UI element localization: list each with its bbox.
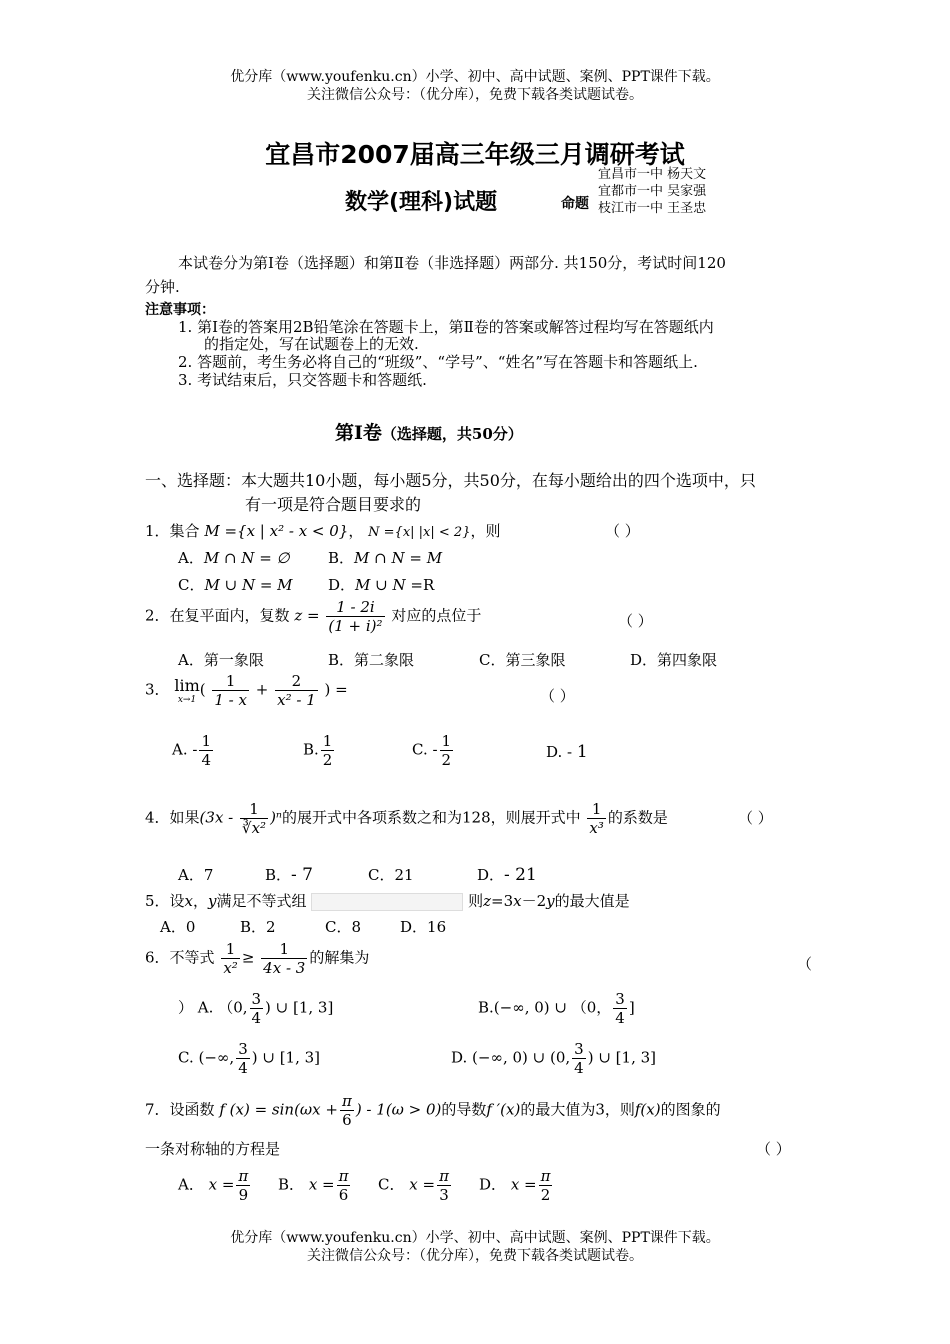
q5-tail-a: 则 [468, 892, 484, 910]
notice-1-cont: 的指定处，写在试题卷上的无效. [204, 335, 419, 353]
footer-line-2: 关注微信公众号：（优分库），免费下载各类试题试卷。 [307, 1248, 643, 1264]
q6-b-right: ] [628, 998, 635, 1017]
q2-num: 1 - 2i [326, 598, 384, 617]
notice-title: 注意事项： [145, 302, 215, 318]
q6-option-d [451, 1040, 656, 1077]
q4-label: 4．如果 [145, 808, 200, 827]
q3-plus: + [255, 680, 269, 699]
q2-label: 2．在复平面内，复数 [145, 606, 290, 625]
q6-a-right: ) ∪ [1, 3] [265, 998, 334, 1017]
q4-fraction-2 [587, 800, 605, 837]
q3-limit [174, 676, 199, 705]
q4-option-a: A．7 [178, 866, 214, 884]
q3-b-num: 1 [322, 732, 333, 750]
q1-a-label: A． [178, 549, 204, 567]
q6-a-frac [250, 990, 264, 1027]
header-line-1: 优分库（www.youfenku.cn）小学、初中、高中试题、案例、PPT课件下载。 [230, 69, 720, 85]
notice-3: 3. 考试结束后，只交答题卡和答题纸. [178, 371, 427, 389]
q3-answer-paren: （ ） [540, 687, 575, 705]
q6-a-num: 3 [251, 990, 262, 1008]
q6-n2: 1 [261, 940, 307, 959]
q7-option-b [278, 1167, 352, 1204]
q3-n1: 1 [212, 672, 249, 691]
q1-d-tail: R [422, 576, 435, 594]
q7-c-den: 3 [439, 1186, 449, 1204]
q7-tail-a: 的最大值为3，则 [520, 1100, 635, 1119]
q7-a-label: A． [178, 1175, 204, 1194]
q7-b-num: π [338, 1167, 349, 1185]
q7-b-frac [337, 1167, 351, 1204]
q7-option-d [479, 1167, 554, 1204]
q6-b-frac [613, 990, 627, 1027]
q3-c-den: 2 [441, 751, 452, 769]
q4-b-val: - 7 [291, 865, 313, 885]
q6-b-label: B. [478, 998, 494, 1017]
footer-line-1: 优分库（www.youfenku.cn）小学、初中、高中试题、案例、PPT课件下载。 [230, 1230, 720, 1246]
q6-d1: x² [223, 959, 238, 977]
question-4 [145, 800, 668, 837]
author-3: 枝江市一中 王圣忠 [598, 201, 707, 216]
q3-a-label: A. - [172, 740, 198, 759]
q3-d1: 1 - x [214, 691, 247, 709]
q3-option-a [172, 732, 215, 769]
q5-tail-d: 的最大值是 [554, 892, 630, 910]
q7-d-label: D． [479, 1175, 507, 1194]
q7-tail-b: 的图象的 [660, 1100, 721, 1119]
q7-d-x: x = [510, 1175, 537, 1194]
page-subtitle: 数学(理科)试题 [345, 190, 498, 215]
q4-den: ∛x² [242, 819, 267, 837]
part-heading-2: 有一项是符合题目要求的 [245, 495, 422, 514]
q2-tail: 对应的点位于 [391, 606, 482, 625]
section-title [335, 418, 523, 445]
q5-option-a: A．0 [160, 918, 196, 936]
q7-d-num: π [540, 1167, 551, 1185]
q4-expr-left: (3x - [199, 808, 234, 827]
q1-b-label: B． [328, 549, 355, 567]
q3-c-frac [440, 732, 454, 769]
question-2 [145, 598, 481, 635]
q5-option-d: D．16 [400, 918, 447, 936]
q6-a-left: （0, [218, 998, 248, 1017]
page-title: 宜昌市2007届高三年级三月调研考试 [265, 140, 685, 169]
section-title-text: 第Ⅰ卷 [335, 422, 382, 444]
q2-option-d: D．第四象限 [630, 651, 718, 669]
q3-c-label: C. - [412, 740, 438, 759]
q3-a-den: 4 [201, 751, 211, 769]
q6-d-left: (−∞, 0) ∪ (0, [472, 1048, 571, 1067]
q3-option-d [546, 742, 588, 762]
q6-c-right: ) ∪ [1, 3] [251, 1048, 321, 1067]
q3-b-den: 2 [322, 751, 333, 769]
q1-option-b [328, 547, 442, 568]
q1-set-n: N ={x| |x| < 2} [368, 525, 471, 540]
q6-b-den: 4 [615, 1009, 625, 1027]
q7-option-a [178, 1167, 252, 1204]
q5-tail-b: =3 [491, 892, 514, 910]
q1-set-m: M ={x | x² - x < 0} [204, 522, 349, 540]
q5-x2: x [513, 892, 522, 910]
q7-c-x: x = [409, 1175, 436, 1194]
q7-c-label: C． [378, 1175, 405, 1194]
q1-sep: ， [348, 522, 364, 540]
q5-y: y [208, 892, 217, 910]
q7-pd: 6 [342, 1111, 352, 1129]
q6-d-right: ) ∪ [1, 3] [587, 1048, 657, 1067]
notice-1: 1. 第Ⅰ卷的答案用2B铅笔涂在答题卡上，第Ⅱ卷的答案或解答过程均写在答题纸内 [178, 318, 714, 336]
q6-c-frac [236, 1040, 250, 1077]
q6-c-label: C. [178, 1048, 194, 1067]
part-heading-1: 一、选择题：本大题共10小题，每小题5分，共50分，在每小题给出的四个选项中，只 [145, 471, 756, 490]
q7-d-frac [539, 1167, 553, 1204]
q4-num: 1 [240, 800, 268, 819]
header-line-2: 关注微信公众号：（优分库），免费下载各类试题试卷。 [307, 87, 643, 103]
q2-z: z = [294, 606, 320, 625]
question-5 [145, 890, 630, 911]
q7-a-x: x = [208, 1175, 235, 1194]
q6-option-b [478, 990, 635, 1027]
q7-b-label: B． [278, 1175, 305, 1194]
q7-fprime: f ′(x) [486, 1100, 521, 1119]
q2-answer-paren: （ ） [618, 612, 653, 630]
q6-a-den: 4 [251, 1009, 262, 1027]
q6-fraction-1 [221, 940, 239, 977]
q1-a-expr: M ∩ N = ∅ [203, 549, 290, 567]
author-2: 宜都市一中 吴家强 [598, 184, 707, 199]
q5-text: 满足不等式组 [216, 892, 307, 910]
question-3 [145, 672, 348, 709]
q6-d-frac [572, 1040, 586, 1077]
q4-expr-right: )ⁿ [270, 808, 282, 827]
q7-d-den: 2 [540, 1186, 551, 1204]
q4-option-b [265, 864, 313, 885]
notice-2: 2. 答题前，考生务必将自己的“班级”、“学号”、“姓名”写在答题卡和答题纸上. [178, 353, 698, 371]
q5-label: 5．设 [145, 892, 185, 910]
q3-option-b [303, 732, 336, 769]
q3-label: 3． [145, 680, 170, 699]
q7-mid: 的导数 [441, 1100, 487, 1119]
q5-y2: y [546, 892, 555, 910]
q3-fraction-1 [212, 672, 249, 709]
q5-option-c: C．8 [325, 918, 362, 936]
q2-den: (1 + i)² [328, 617, 383, 635]
authors-label: 命题 [561, 196, 589, 212]
author-1: 宜昌市一中 杨天文 [598, 167, 707, 182]
q6-paren-close: ） [178, 998, 194, 1017]
q6-c-left: (−∞, [198, 1048, 235, 1067]
intro-text-cont: 分钟. [145, 278, 180, 296]
q4-b-label: B． [265, 866, 292, 884]
q3-close: ) = [324, 680, 348, 699]
q4-answer-paren: （ ） [738, 809, 773, 827]
section-note: （选择题，共50分） [381, 425, 523, 443]
intro-text: 本试卷分为第Ⅰ卷（选择题）和第Ⅱ卷（非选择题）两部分. 共150分，考试时间120 [178, 254, 726, 272]
q1-tail: ，则 [470, 522, 501, 540]
q4-tail: 的系数是 [607, 808, 668, 827]
q7-frac [340, 1092, 354, 1129]
q6-c-num: 3 [238, 1040, 248, 1058]
q6-d-label: D. [451, 1048, 468, 1067]
q7-answer-paren: （ ） [756, 1140, 791, 1158]
q5-comma: ， [193, 892, 209, 910]
q3-d2: x² - 1 [277, 691, 316, 709]
q3-fraction-2 [275, 672, 318, 709]
q1-b-expr: M ∩ N = M [354, 549, 443, 567]
q6-label: 6．不等式 [145, 948, 215, 967]
q1-label: 1．集合 [145, 522, 200, 540]
q5-z: z [483, 892, 492, 910]
q7-a-den: 9 [238, 1186, 249, 1204]
q2-option-a: A．第一象限 [178, 651, 264, 669]
q7-fx: f(x) [634, 1100, 661, 1119]
q4-option-c: C．21 [368, 866, 414, 884]
q6-d2: 4x - 3 [263, 959, 306, 977]
q7-a-num: π [238, 1167, 249, 1185]
q4-d-val: - 21 [504, 865, 537, 885]
q6-tail: 的解集为 [309, 948, 370, 967]
q6-ge: ≥ [241, 948, 255, 967]
q6-paren-open: （ [797, 955, 813, 973]
q6-b-num: 3 [615, 990, 625, 1008]
q7-a-frac [236, 1167, 250, 1204]
q7-f: f (x) = sin(ωx + [219, 1100, 338, 1119]
q3-a-frac [199, 732, 213, 769]
q5-x: x [184, 892, 194, 910]
q7-c-frac [437, 1167, 451, 1204]
q3-c-num: 1 [441, 732, 452, 750]
q5-option-b: B．2 [240, 918, 276, 936]
q3-lim: lim [174, 676, 200, 695]
q2-option-c: C．第三象限 [479, 651, 566, 669]
q3-open: ( [199, 680, 206, 699]
q6-d-den: 4 [574, 1059, 584, 1077]
q1-c-expr: M ∪ N = M [204, 576, 293, 594]
question-1 [145, 520, 500, 541]
q1-d-label: D． [328, 576, 356, 594]
q1-d-expr: M ∪ N = [355, 576, 423, 594]
q6-fraction-2 [261, 940, 307, 977]
question-6 [145, 940, 369, 977]
q7-c-num: π [439, 1167, 449, 1185]
q4-d-label: D． [477, 866, 505, 884]
q4-mid: 的展开式中各项系数之和为128，则展开式中 [282, 808, 581, 827]
q7-option-c [378, 1167, 453, 1204]
q3-n2: 2 [275, 672, 318, 691]
q3-b-label: B. [303, 740, 319, 759]
q4-fraction [240, 800, 268, 837]
question-7 [145, 1092, 721, 1129]
q4-fnum: 1 [587, 800, 605, 819]
q3-d-val: 1 [576, 742, 588, 762]
q1-answer-paren: （ ） [605, 522, 640, 540]
q5-inequality-image [311, 893, 463, 911]
q7-label: 7．设函数 [145, 1100, 215, 1119]
q3-b-frac [321, 732, 335, 769]
q7-b-den: 6 [338, 1186, 349, 1204]
q1-option-d [328, 574, 434, 595]
q6-d-num: 3 [574, 1040, 584, 1058]
q6-b-left: (−∞, 0) ∪ （0， [493, 998, 612, 1017]
q1-option-a [178, 547, 290, 568]
q6-option-c [178, 1040, 320, 1077]
q1-c-label: C． [178, 576, 205, 594]
q2-fraction [326, 598, 384, 635]
q6-option-a [178, 990, 333, 1027]
q4-option-d [477, 864, 537, 885]
q6-c-den: 4 [238, 1059, 248, 1077]
q6-n1: 1 [221, 940, 239, 959]
q7-pi: π [341, 1092, 352, 1110]
q4-fden: x³ [589, 819, 604, 837]
q5-tail-c: －2 [521, 892, 547, 910]
q3-d-label: D. - [546, 743, 573, 761]
q7-line-2: 一条对称轴的方程是 [145, 1140, 281, 1158]
q3-option-c [412, 732, 455, 769]
q3-a-num: 1 [201, 732, 211, 750]
q6-a-label: A. [197, 998, 214, 1017]
q2-option-b: B．第二象限 [328, 651, 415, 669]
q3-lim-sub: x→1 [177, 695, 197, 705]
q7-b-x: x = [308, 1175, 335, 1194]
q1-option-c [178, 574, 293, 595]
q7-f-tail: ) - 1(ω > 0) [355, 1100, 442, 1119]
